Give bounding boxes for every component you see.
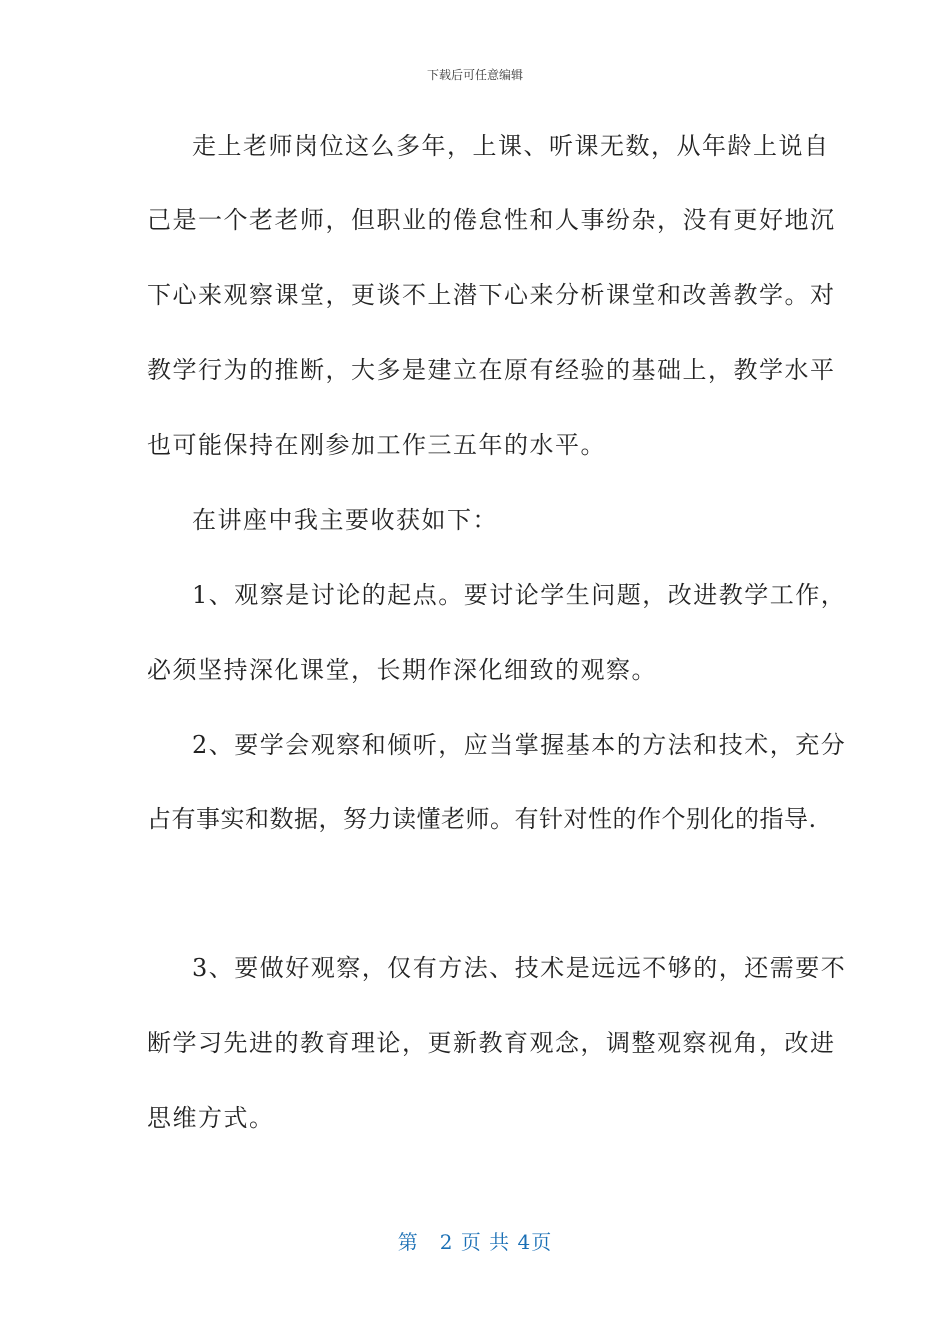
paragraph-1-line-1: 走上老师岗位这么多年，上课、听课无数，从年龄上说自 xyxy=(192,132,830,160)
page-number-footer: 第 2 页 共 4页 xyxy=(397,1230,553,1254)
item-1-line-2: 必须坚持深化课堂，长期作深化细致的观察。 xyxy=(147,656,657,684)
paragraph-1-line-2: 己是一个老老师，但职业的倦怠性和人事纷杂，没有更好地沉 xyxy=(147,206,836,234)
item-2-line-2: 占有事实和数据，努力读懂老师。有针对性的作个别化的指导. xyxy=(147,805,817,833)
paragraph-2-line-1: 在讲座中我主要收获如下： xyxy=(192,506,498,534)
item-1-line-1: 1、观察是讨论的起点。要讨论学生问题，改进教学工作， xyxy=(192,581,847,609)
header-note: 下载后可任意编辑 xyxy=(426,68,523,82)
item-3-line-3: 思维方式。 xyxy=(147,1104,275,1132)
paragraph-1-line-3: 下心来观察课堂，更谈不上潜下心来分析课堂和改善教学。对 xyxy=(147,281,836,309)
paragraph-1-line-4: 教学行为的推断，大多是建立在原有经验的基础上，教学水平 xyxy=(147,356,836,384)
item-3-line-1: 3、要做好观察，仅有方法、技术是远远不够的，还需要不 xyxy=(192,954,847,982)
item-3-line-2: 断学习先进的教育理论，更新教育观念，调整观察视角，改进 xyxy=(147,1029,836,1057)
item-2-line-1: 2、要学会观察和倾听，应当掌握基本的方法和技术，充分 xyxy=(192,731,847,759)
paragraph-1-line-5: 也可能保持在刚参加工作三五年的水平。 xyxy=(147,431,606,459)
